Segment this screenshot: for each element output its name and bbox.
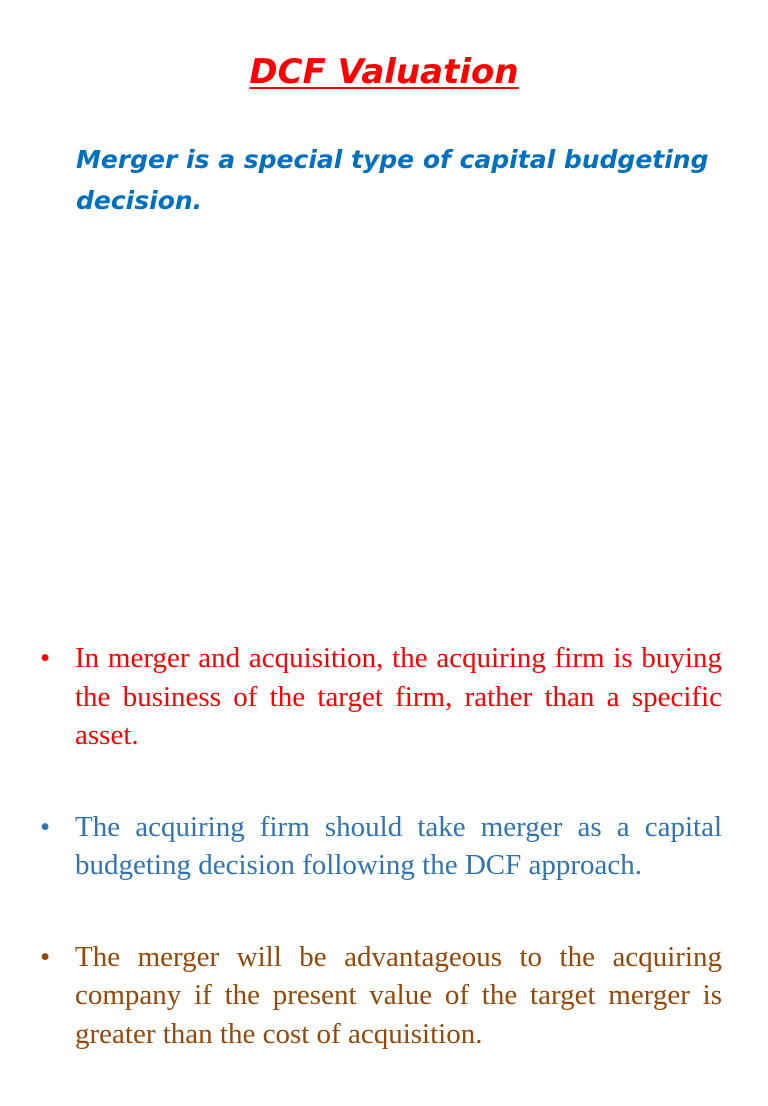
bullet-item bbox=[40, 639, 722, 755]
slide-subtitle: Merger is a special type of capital budgeting decision. bbox=[76, 145, 709, 215]
slide-title bbox=[0, 46, 768, 98]
bullet-marker: • bbox=[40, 642, 51, 674]
bullet-item bbox=[40, 808, 722, 885]
slide-title-text: DCF Valuation bbox=[249, 52, 519, 92]
bullet-text: The acquiring firm should take merger as a capital budgeting decision following the DCF approach. bbox=[75, 810, 722, 881]
bullet-list bbox=[40, 639, 722, 1106]
bullet-text: In merger and acquisition, the acquiring firm is buying the business of the target firm, rather than a specific asset. bbox=[75, 642, 722, 751]
bullet-marker: • bbox=[40, 810, 51, 843]
bullet-text: The merger will be advantageous to the acquiring company if the present value of the target merger is greater than the cost of acquisition. bbox=[75, 940, 722, 1050]
bullet-item bbox=[40, 938, 722, 1054]
bullet-marker: • bbox=[40, 940, 51, 973]
